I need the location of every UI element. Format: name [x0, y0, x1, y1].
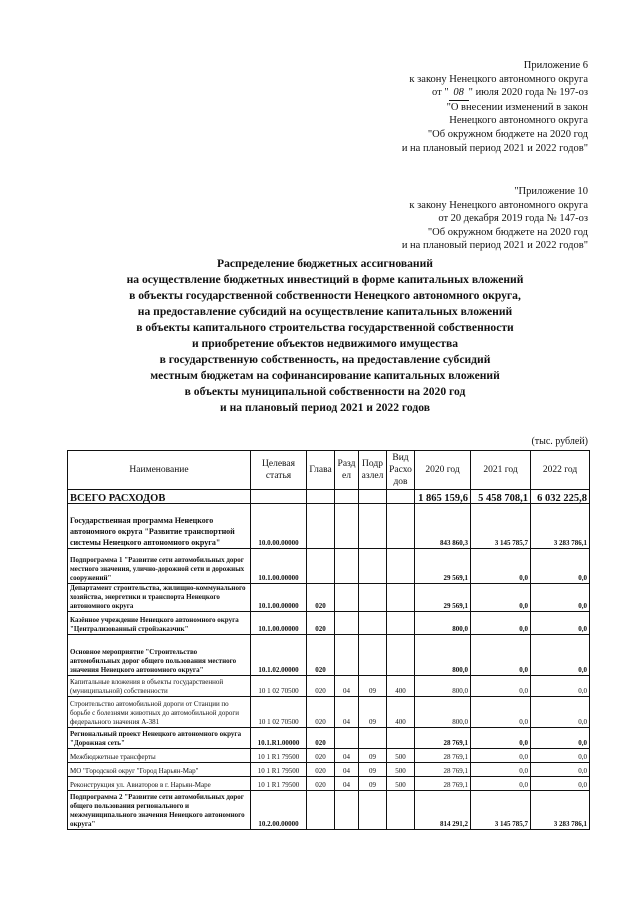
title-line: в объекты государственной собственности Ненецкого автономного округа,	[129, 289, 521, 302]
table-cell: 04	[335, 749, 359, 763]
table-row	[68, 635, 590, 676]
table-cell: 0,0	[471, 676, 531, 697]
table-cell: 28 769,1	[415, 777, 471, 791]
table-cell: Капитальные вложения в объекты государственной (муниципальной) собственности	[68, 676, 251, 697]
table-cell: 0,0	[471, 749, 531, 763]
table-cell: 0,0	[471, 584, 531, 612]
table-cell	[335, 728, 359, 749]
table-cell: 020	[307, 584, 335, 612]
table-cell: 020	[307, 749, 335, 763]
appendix-6-header	[402, 59, 588, 155]
col-2020: 2020 год	[415, 451, 471, 490]
table-cell: 04	[335, 777, 359, 791]
table-cell: 0,0	[531, 584, 590, 612]
header-line: "Приложение 10	[514, 186, 588, 197]
table-cell: МО "Городской округ "Город Нарьян-Мар"	[68, 763, 251, 777]
col-name: Наименование	[68, 451, 251, 490]
table-cell	[359, 728, 387, 749]
table-cell: Региональный проект Ненецкого автономного округа "Дорожная сеть"	[68, 728, 251, 749]
header-line	[402, 86, 588, 101]
table-cell	[359, 584, 387, 612]
header-line: Приложение 6	[523, 60, 588, 71]
table-cell: 814 291,2	[415, 791, 471, 830]
header-line: от 20 декабря 2019 года № 147-оз	[438, 213, 588, 225]
table-cell: 3 283 786,1	[531, 791, 590, 830]
title-line: Распределение бюджетных ассигнований	[217, 257, 433, 270]
table-cell	[307, 490, 335, 504]
table-row	[68, 490, 590, 504]
col-2022: 2022 год	[531, 451, 590, 490]
table-row	[68, 549, 590, 584]
appendix-10-header	[402, 185, 588, 253]
col-expense-type: Вид Расхо дов	[387, 451, 415, 490]
table-cell: 500	[387, 763, 415, 777]
table-cell: 09	[359, 763, 387, 777]
table-row	[68, 612, 590, 635]
table-cell: 0,0	[471, 728, 531, 749]
table-row	[68, 697, 590, 728]
title-line: местным бюджетам на софинансирование капитальных вложений	[150, 369, 500, 382]
table-cell: 09	[359, 777, 387, 791]
table-cell: 09	[359, 749, 387, 763]
table-row	[68, 749, 590, 763]
table-cell: Подпрограмма 2 "Развитие сети автомобильных дорог общего пользования регионального и межмуниципального значения Ненецкого автономного округа"	[68, 791, 251, 830]
table-cell: 3 145 785,7	[471, 791, 531, 830]
table-cell: 0,0	[471, 635, 531, 676]
table-cell: 10.1.00.00000	[251, 584, 307, 612]
table-cell: 28 769,1	[415, 749, 471, 763]
table-cell	[335, 612, 359, 635]
units-label: (тыс. рублей)	[531, 436, 588, 447]
table-cell	[335, 635, 359, 676]
col-target: Целевая статья	[251, 451, 307, 490]
table-cell: 09	[359, 697, 387, 728]
table-cell: 500	[387, 777, 415, 791]
table-cell: 10 1 02 70500	[251, 676, 307, 697]
table-cell: 020	[307, 697, 335, 728]
table-cell: 0,0	[531, 635, 590, 676]
table-cell: 020	[307, 676, 335, 697]
table-row	[68, 504, 590, 549]
table-cell: Реконструкция ул. Авиаторов в г. Нарьян-Маре	[68, 777, 251, 791]
title-line: и приобретение объектов недвижимого имущества	[191, 337, 459, 350]
table-cell: 3 283 786,1	[531, 504, 590, 549]
table-cell: 04	[335, 676, 359, 697]
table-cell	[387, 490, 415, 504]
col-2021: 2021 год	[471, 451, 531, 490]
table-cell: 020	[307, 635, 335, 676]
table-cell	[359, 791, 387, 830]
table-cell: ВСЕГО РАСХОДОВ	[68, 490, 251, 504]
table-cell: 020	[307, 728, 335, 749]
table-row	[68, 584, 590, 612]
table-cell: 10.2.00.00000	[251, 791, 307, 830]
table-cell: 10 1 R1 79500	[251, 777, 307, 791]
table-cell: 800,0	[415, 697, 471, 728]
table-header-row	[68, 451, 590, 490]
table-cell: 020	[307, 612, 335, 635]
table-cell	[387, 549, 415, 584]
budget-table	[67, 450, 590, 830]
table-cell: 0,0	[531, 763, 590, 777]
table-row	[68, 791, 590, 830]
table-cell: 29 569,1	[415, 584, 471, 612]
table-cell: 3 145 785,7	[471, 504, 531, 549]
header-line: и на плановый период 2021 и 2022 годов"	[401, 142, 588, 154]
table-cell	[359, 635, 387, 676]
table-cell: 843 860,3	[415, 504, 471, 549]
col-section: Разд ел	[335, 451, 359, 490]
table-cell	[359, 612, 387, 635]
table-cell: 0,0	[531, 749, 590, 763]
table-cell: 10.0.00.00000	[251, 504, 307, 549]
table-cell	[307, 504, 335, 549]
col-subsection: Подр азлел	[359, 451, 387, 490]
title-line: в объекты капитального строительства государственной собственности	[136, 321, 514, 334]
table-cell: 800,0	[415, 612, 471, 635]
header-line: и на плановый период 2021 и 2022 годов"	[401, 240, 588, 252]
table-cell: 0,0	[471, 697, 531, 728]
table-cell: 5 458 708,1	[471, 490, 531, 504]
table-cell: 0,0	[471, 549, 531, 584]
table-cell	[359, 549, 387, 584]
table-cell	[387, 612, 415, 635]
table-cell	[387, 504, 415, 549]
table-cell: 10.1.00.00000	[251, 549, 307, 584]
table-cell: Межбюджетные трансферты	[68, 749, 251, 763]
title-line: и на плановый период 2021 и 2022 годов	[219, 401, 431, 414]
table-cell: 10 1 R1 79500	[251, 749, 307, 763]
table-cell: 0,0	[531, 549, 590, 584]
table-cell: 0,0	[471, 777, 531, 791]
table-cell: 0,0	[531, 728, 590, 749]
header-line: к закону Ненецкого автономного округа	[409, 199, 588, 211]
table-cell: 0,0	[471, 612, 531, 635]
document-title	[60, 256, 590, 416]
table-cell	[359, 504, 387, 549]
table-cell: Подпрограмма 1 "Развитие сети автомобильных дорог местного значения, улично-дорожной сети и дорожных сооружений"	[68, 549, 251, 584]
table-cell: 020	[307, 763, 335, 777]
table-cell: Государственная программа Ненецкого автономного округа "Развитие транспортной системы Ненецкого автономного округа"	[68, 504, 251, 549]
table-cell: 29 569,1	[415, 549, 471, 584]
header-line: к закону Ненецкого автономного округа	[409, 73, 588, 85]
table-cell: 28 769,1	[415, 728, 471, 749]
table-cell: 0,0	[531, 676, 590, 697]
table-cell: 500	[387, 749, 415, 763]
table-cell	[251, 490, 307, 504]
table-cell: 0,0	[531, 612, 590, 635]
table-cell: 800,0	[415, 635, 471, 676]
col-chapter: Глава	[307, 451, 335, 490]
header-line: "О внесении изменений в закон	[446, 101, 588, 113]
title-line: в объекты муниципальной собственности на 2020 год	[184, 385, 466, 398]
table-cell: 1 865 159,6	[415, 490, 471, 504]
table-cell: Основное мероприятие "Строительство автомобильных дорог общего пользования местного значения Ненецкого автономного округа"	[68, 635, 251, 676]
table-cell	[387, 635, 415, 676]
table-cell	[307, 549, 335, 584]
table-cell: 10.1.02.00000	[251, 635, 307, 676]
table-cell: 0,0	[531, 777, 590, 791]
table-cell: 6 032 225,8	[531, 490, 590, 504]
header-text: от "	[432, 87, 449, 99]
table-row	[68, 676, 590, 697]
table-cell: Департамент строительства, жилищно-коммунального хозяйства, энергетики и транспорта Ненецкого автономного округа	[68, 584, 251, 612]
table-cell	[387, 728, 415, 749]
table-cell: 28 769,1	[415, 763, 471, 777]
table-cell: 400	[387, 676, 415, 697]
header-line: Ненецкого автономного округа	[449, 115, 588, 127]
table-cell: 09	[359, 676, 387, 697]
table-cell: Казённое учреждение Ненецкого автономного округа "Централизованный стройзаказчик"	[68, 612, 251, 635]
table-cell: 10.1.R1.00000	[251, 728, 307, 749]
table-cell	[335, 504, 359, 549]
title-line: в государственную собственность, на предоставление субсидий	[159, 353, 491, 366]
header-line: "Об окружном бюджете на 2020 год	[427, 226, 588, 238]
table-row	[68, 777, 590, 791]
table-cell: 10 1 02 70500	[251, 697, 307, 728]
table-cell: 04	[335, 763, 359, 777]
table-row	[68, 763, 590, 777]
header-text: " июля 2020 года № 197-оз	[468, 87, 588, 99]
table-cell	[387, 584, 415, 612]
table-cell: Строительство автомобильной дороги от Станции по борьбе с болезнями животных до автомобильной дороги федерального значения А-381	[68, 697, 251, 728]
table-cell: 400	[387, 697, 415, 728]
table-cell: 10 1 R1 79500	[251, 763, 307, 777]
table-cell	[307, 791, 335, 830]
table-cell	[359, 490, 387, 504]
title-line: на предоставление субсидий на осуществление капитальных вложений	[137, 305, 513, 318]
table-cell	[335, 490, 359, 504]
table-cell	[387, 791, 415, 830]
title-line: на осуществление бюджетных инвестиций в форме капитальных вложений	[126, 273, 524, 286]
table-cell: 0,0	[471, 763, 531, 777]
handwritten-date: 08	[449, 86, 469, 101]
table-cell: 04	[335, 697, 359, 728]
table-cell: 10.1.00.00000	[251, 612, 307, 635]
table-cell: 020	[307, 777, 335, 791]
table-cell: 800,0	[415, 676, 471, 697]
table-cell	[335, 791, 359, 830]
table-cell	[335, 584, 359, 612]
table-row	[68, 728, 590, 749]
table-cell	[335, 549, 359, 584]
header-line: "Об окружном бюджете на 2020 год	[427, 128, 588, 140]
table-cell: 0,0	[531, 697, 590, 728]
